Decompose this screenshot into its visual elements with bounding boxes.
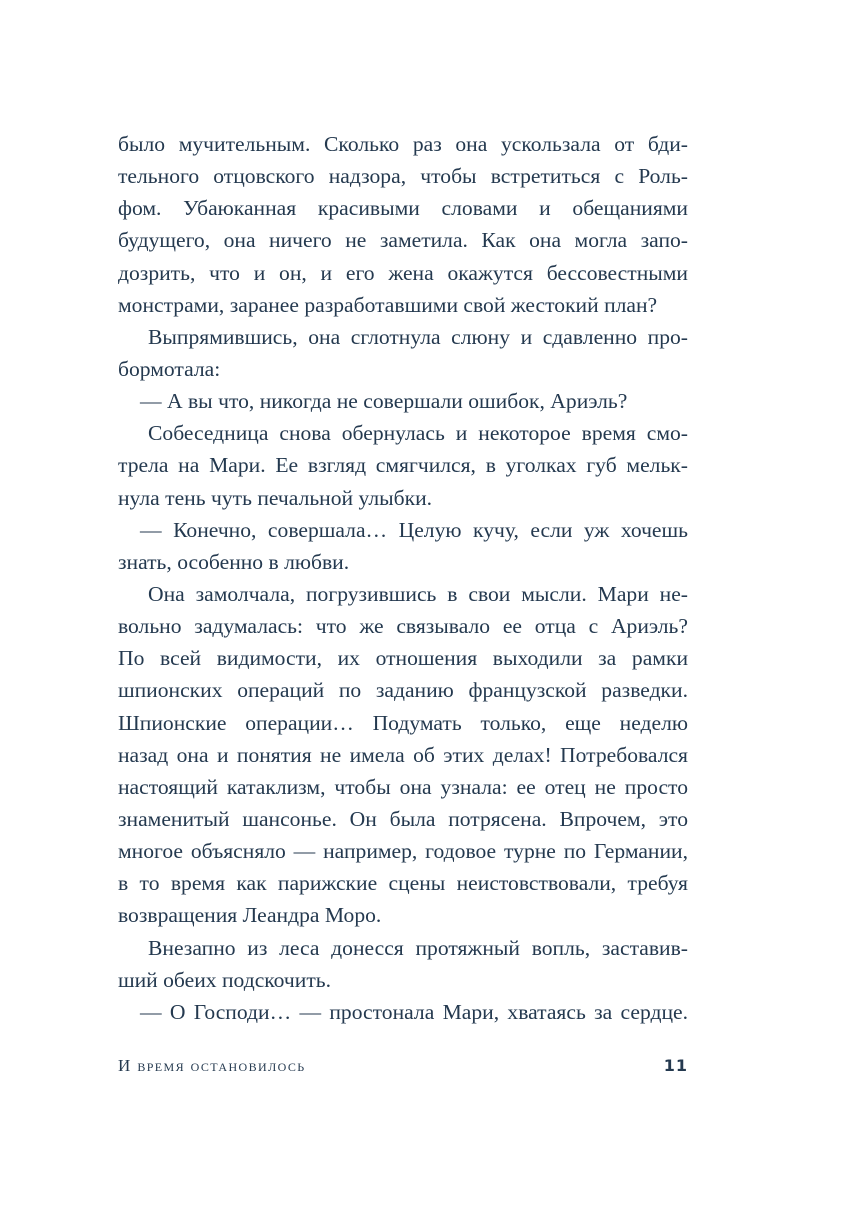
text-line: — Конечно, совершала… Целую кучу, если уж хочешь [140,517,688,542]
text-line: знать, особенно в любви. [118,549,350,574]
text-line: монстрами, заранее разработавшими свой жестокий план? [118,292,658,317]
text-line: вольно задумалась: что же связывало ее отца с Ариэль? [118,614,688,639]
text-line: тельного отцовского надзора, чтобы встретиться с Роль- [118,164,688,189]
text-line: в то время как парижские сцены неистовствовали, требуя [118,871,688,896]
text-line: трела на Мари. Ее взгляд смягчился, в уголках губ мельк- [118,453,688,478]
text-line: возвращения Леандра Моро. [118,903,382,928]
text-line: будущего, она ничего не заметила. Как она могла запо- [118,228,688,253]
running-head: И время остановилось [118,1056,306,1075]
body-text [118,128,688,1028]
text-line: Выпрямившись, она сглотнула слюну и сдавленно про- [148,324,688,349]
text-line: настоящий катаклизм, чтобы она узнала: ее отец не просто [118,774,688,799]
text-line: шпионских операций по заданию французской разведки. [118,678,688,703]
text-line: Шпионские операции… Подумать только, еще неделю [118,710,688,735]
page-number: 11 [663,1056,688,1075]
text-line: — О Господи… — простонала Мари, хватаясь за сердце. [140,999,688,1024]
text-line: фом. Убаюканная красивыми словами и обещаниями [118,196,688,221]
text-line: дозрить, что и он, и его жена окажутся бессовестными [118,260,688,285]
text-line: назад она и понятия не имела об этих делах! Потребовался [118,742,688,767]
text-line: многое объясняло — например, годовое турне по Германии, [118,839,688,864]
text-line: ший обеих подскочить. [118,967,332,992]
text-line: По всей видимости, их отношения выходили за рамки [118,646,688,671]
text-line: — А вы что, никогда не совершали ошибок, Ариэль? [140,389,628,414]
text-line: нула тень чуть печальной улыбки. [118,485,433,510]
text-line: знаменитый шансонье. Он была потрясена. Впрочем, это [118,806,688,831]
text-line: было мучительным. Сколько раз она ускользала от бди- [118,132,688,156]
page-footer [118,1056,688,1076]
text-line: бормотала: [118,356,221,381]
text-line: Она замолчала, погрузившись в свои мысли. Мари не- [148,581,688,606]
text-line: Собеседница снова обернулась и некоторое время смо- [148,421,688,446]
text-line: Внезапно из леса донесся протяжный вопль, заставив- [148,935,688,960]
